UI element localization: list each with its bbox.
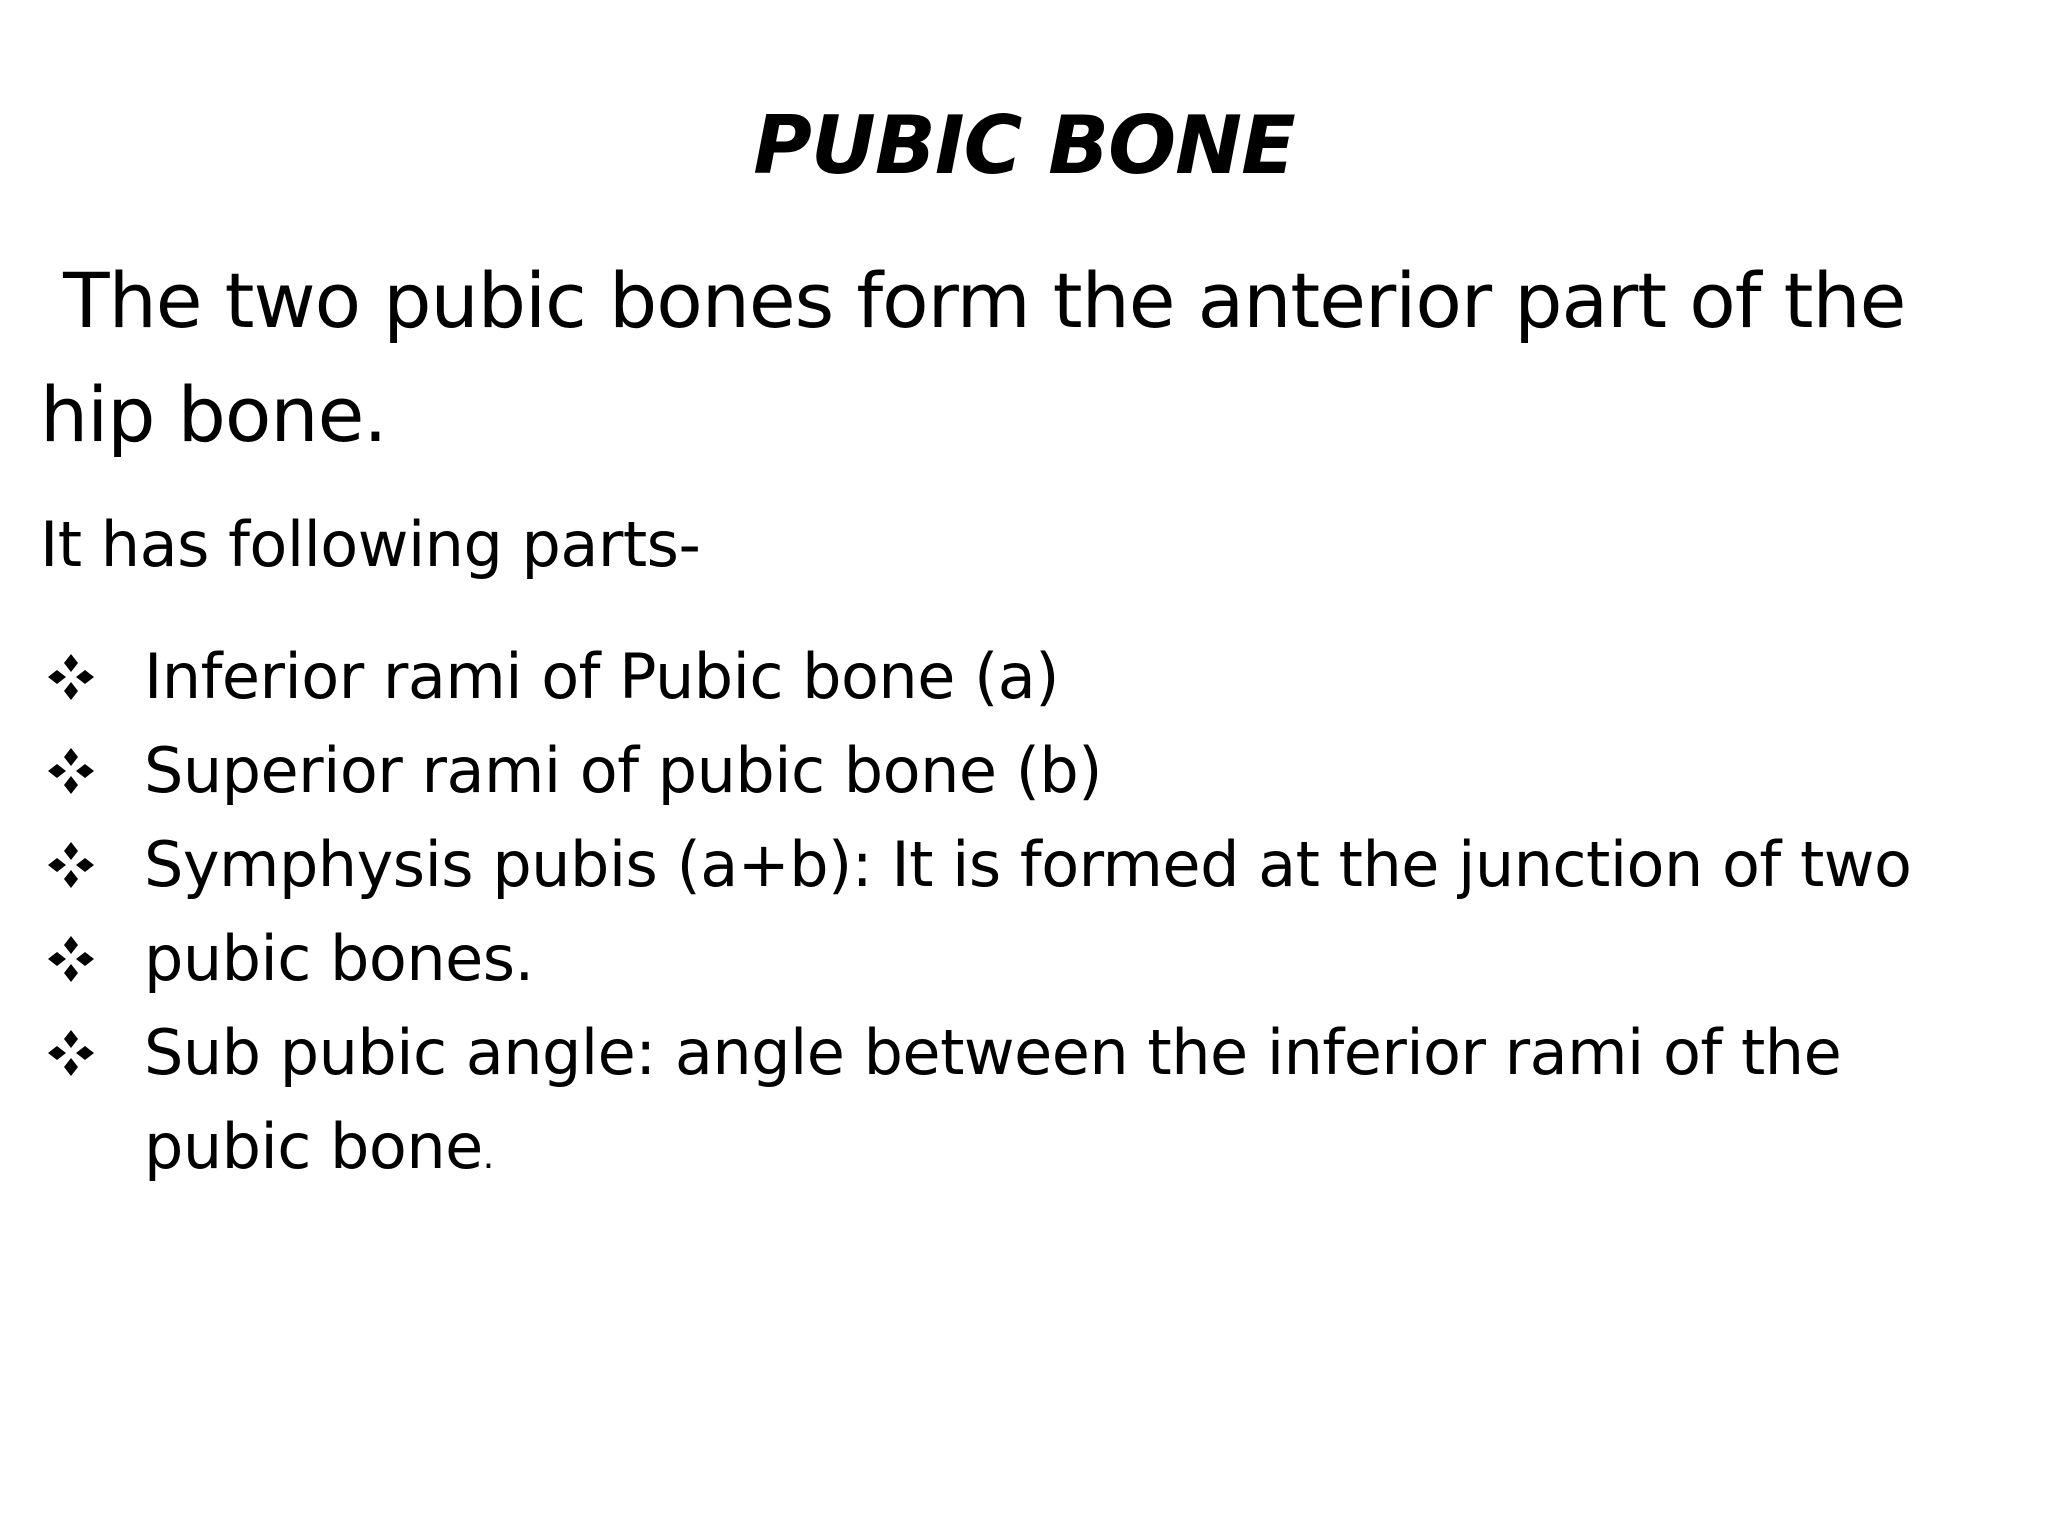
list-item	[40, 912, 2000, 1006]
parts-list	[40, 630, 2000, 1204]
four-diamond-bullet-icon	[46, 652, 96, 702]
list-item	[40, 818, 2000, 912]
bullet-text: Sub pubic angle: angle between the inferior rami of the pubic bone	[144, 1016, 1842, 1183]
list-item	[40, 630, 2000, 724]
four-diamond-bullet-icon	[46, 934, 96, 984]
four-diamond-bullet-icon	[46, 1028, 96, 1078]
list-item	[40, 724, 2000, 818]
bullet-text: Symphysis pubis (a+b): It is formed at the junction of two	[144, 828, 1912, 901]
four-diamond-bullet-icon	[46, 746, 96, 796]
four-diamond-bullet-icon	[46, 840, 96, 890]
intro-paragraph: The two pubic bones form the anterior part of the hip bone.	[40, 256, 1929, 459]
bullet-text: Superior rami of pubic bone (b)	[144, 734, 1102, 807]
bullet-text: Inferior rami of Pubic bone (a)	[144, 640, 1059, 713]
bullet-text-suffix: .	[482, 1136, 494, 1177]
parts-label: It has following parts-	[40, 508, 701, 581]
bullet-text: pubic bones.	[144, 922, 534, 995]
list-item	[40, 1006, 2000, 1204]
slide-title: PUBIC BONE	[753, 99, 1295, 192]
